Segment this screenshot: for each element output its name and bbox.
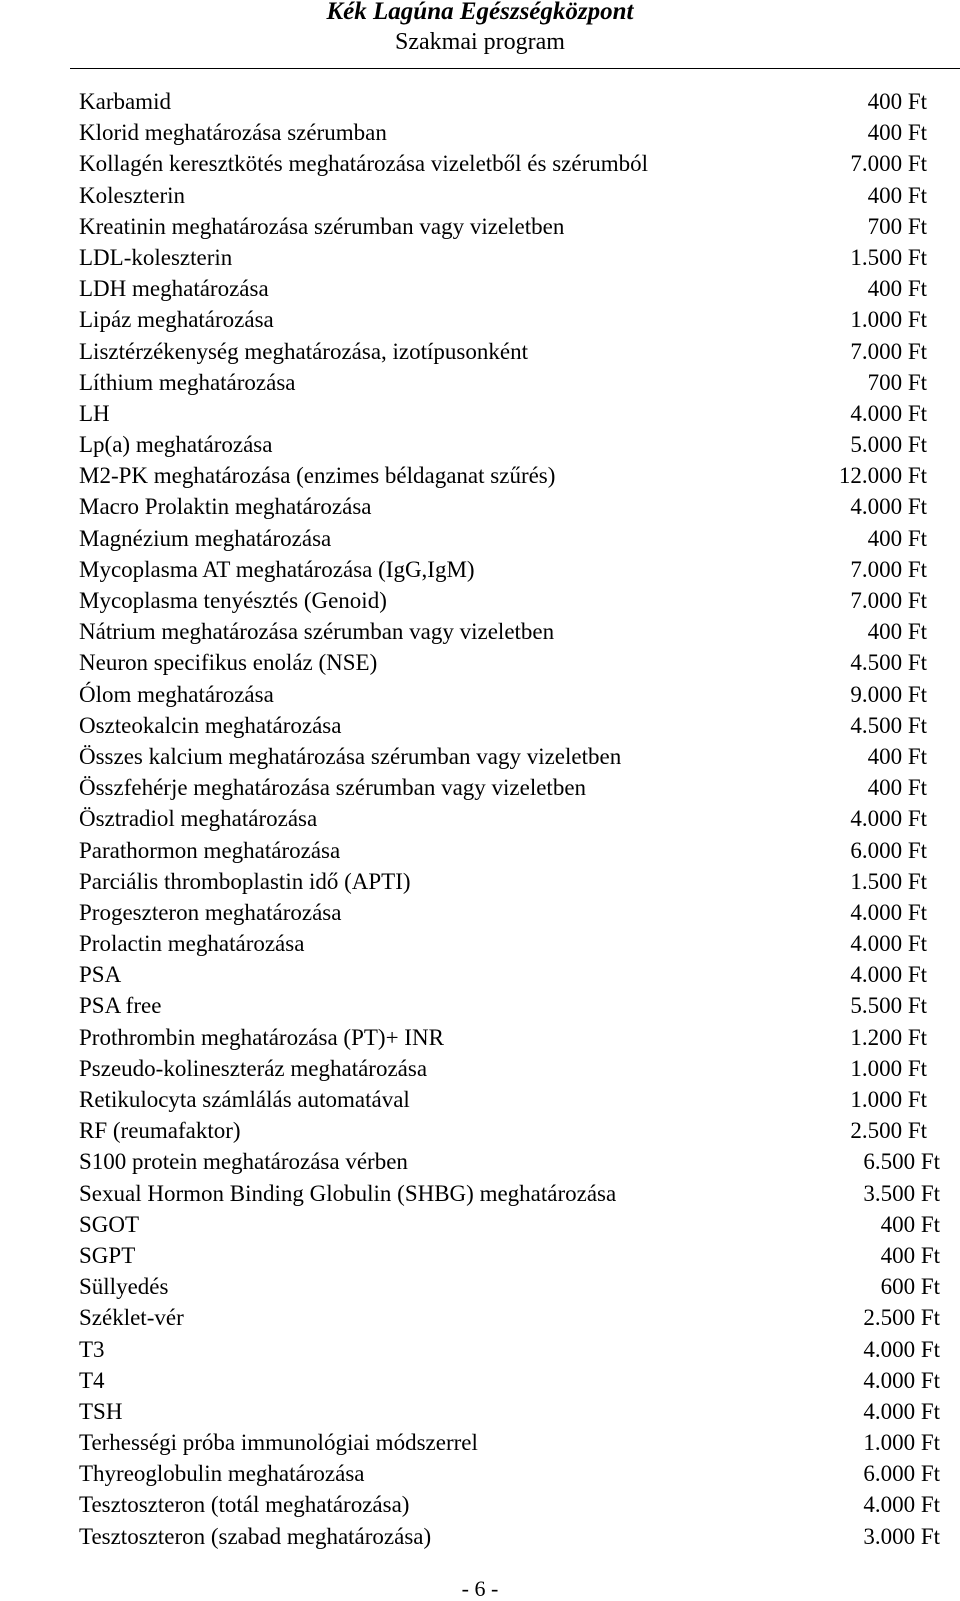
price-list-row <box>0 336 960 367</box>
price-list-row <box>0 803 960 834</box>
test-price: 1.200 Ft <box>850 1024 927 1050</box>
test-name: Mycoplasma AT meghatározása (IgG,IgM) <box>79 556 475 582</box>
price-list-row <box>0 1521 960 1552</box>
price-list-row <box>0 429 960 460</box>
price-list-row <box>0 835 960 866</box>
test-price: 5.500 Ft <box>850 993 927 1019</box>
price-list-row <box>0 1489 960 1520</box>
price-list-row <box>0 398 960 429</box>
test-price: 1.500 Ft <box>850 244 927 270</box>
price-list-row <box>0 367 960 398</box>
test-price: 7.000 Ft <box>850 556 927 582</box>
test-name: Széklet-vér <box>79 1305 184 1331</box>
price-list-row <box>0 679 960 710</box>
test-name: Nátrium meghatározása szérumban vagy vizeletben <box>79 619 555 645</box>
test-price: 6.500 Ft <box>863 1149 940 1175</box>
test-name: LDL-koleszterin <box>79 244 233 270</box>
price-list-row <box>0 772 960 803</box>
price-list-row <box>0 897 960 928</box>
price-list-row <box>0 1115 960 1146</box>
test-price: 400 Ft <box>867 276 927 302</box>
test-name: PSA free <box>79 993 162 1019</box>
test-price: 1.500 Ft <box>850 868 927 894</box>
test-name: T3 <box>79 1336 105 1362</box>
test-price: 6.000 Ft <box>863 1461 940 1487</box>
price-list-row <box>0 1240 960 1271</box>
test-name: Összfehérje meghatározása szérumban vagy vizeletben <box>79 775 587 801</box>
test-name: Oszteokalcin meghatározása <box>79 712 342 738</box>
test-name: RF (reumafaktor) <box>79 1118 241 1144</box>
test-name: SGOT <box>79 1211 140 1237</box>
test-price: 4.500 Ft <box>850 712 927 738</box>
price-list-row <box>0 710 960 741</box>
test-price: 7.000 Ft <box>850 151 927 177</box>
test-price: 400 Ft <box>867 743 927 769</box>
test-name: Koleszterin <box>79 182 186 208</box>
page-number: - 6 - <box>461 1576 499 1601</box>
test-price: 1.000 Ft <box>850 1087 927 1112</box>
test-name: Magnézium meghatározása <box>79 525 332 551</box>
test-price: 7.000 Ft <box>850 338 927 364</box>
price-list-row <box>0 304 960 335</box>
test-name: TSH <box>79 1398 123 1424</box>
test-name: PSA <box>79 962 122 988</box>
price-list-row <box>0 1209 960 1240</box>
test-name: Tesztoszteron (totál meghatározása) <box>79 1492 410 1518</box>
test-price: 4.000 Ft <box>850 962 927 988</box>
price-list-row <box>0 554 960 585</box>
test-name: Lp(a) meghatározása <box>79 432 273 458</box>
price-list-row <box>0 117 960 148</box>
price-list-row <box>0 741 960 772</box>
test-price: 2.500 Ft <box>850 1118 927 1144</box>
test-price: 4.000 Ft <box>850 400 927 426</box>
test-name: Terhességi próba immunológiai módszerrel <box>79 1430 478 1456</box>
test-name: Pszeudo-kolineszteráz meghatározása <box>79 1055 428 1081</box>
test-name: Süllyedés <box>79 1274 169 1300</box>
test-name: SGPT <box>79 1242 136 1268</box>
price-list-row <box>0 1022 960 1053</box>
test-name: M2-PK meghatározása (enzimes béldaganat szűrés) <box>79 463 556 489</box>
price-list-row <box>0 1146 960 1177</box>
test-price: 400 Ft <box>867 525 927 551</box>
price-list-row <box>0 647 960 678</box>
test-name: T4 <box>79 1367 105 1393</box>
price-list-row <box>0 1178 960 1209</box>
price-list-row <box>0 148 960 179</box>
test-name: Thyreoglobulin meghatározása <box>79 1461 365 1487</box>
price-list-row <box>0 1053 960 1084</box>
price-list-row <box>0 1271 960 1302</box>
price-list-row <box>0 1334 960 1365</box>
price-list-row <box>0 211 960 242</box>
test-name: Klorid meghatározása szérumban <box>79 120 387 146</box>
test-price: 1.000 Ft <box>850 307 927 333</box>
test-name: Macro Prolaktin meghatározása <box>79 494 372 520</box>
test-price: 4.000 Ft <box>863 1398 940 1424</box>
test-price: 4.000 Ft <box>850 806 927 832</box>
price-list-row <box>0 1427 960 1458</box>
test-name: Parathormon meghatározása <box>79 837 341 863</box>
price-list-row <box>0 585 960 616</box>
test-name: Lipáz meghatározása <box>79 307 274 333</box>
test-name: Tesztoszteron (szabad meghatározása) <box>79 1523 432 1549</box>
price-list-row <box>0 1365 960 1396</box>
test-price: 12.000 Ft <box>838 463 927 489</box>
price-list-row <box>0 990 960 1021</box>
test-price: 700 Ft <box>867 213 927 239</box>
test-price: 3.500 Ft <box>863 1180 940 1206</box>
test-name: Líthium meghatározása <box>79 369 296 395</box>
price-list-row <box>0 616 960 647</box>
test-name: Parciális thromboplastin idő (APTI) <box>79 868 411 894</box>
test-name: Progeszteron meghatározása <box>79 899 342 925</box>
test-price: 4.000 Ft <box>863 1492 940 1518</box>
test-name: LDH meghatározása <box>79 276 269 302</box>
test-price: 4.000 Ft <box>850 931 927 957</box>
price-list-row <box>0 1396 960 1427</box>
test-price: 4.000 Ft <box>850 899 927 925</box>
test-name: Retikulocyta számlálás automatával <box>79 1087 410 1112</box>
price-list-row <box>0 242 960 273</box>
test-price: 400 Ft <box>867 89 927 114</box>
test-price: 1.000 Ft <box>850 1055 927 1081</box>
price-list-row <box>0 1458 960 1489</box>
test-name: LH <box>79 400 110 426</box>
test-name: Ösztradiol meghatározása <box>79 806 318 832</box>
test-name: Karbamid <box>79 89 171 114</box>
test-price: 700 Ft <box>867 369 927 395</box>
test-price: 400 Ft <box>867 120 927 146</box>
test-price: 3.000 Ft <box>863 1523 940 1549</box>
test-price: 2.500 Ft <box>863 1305 940 1331</box>
header-divider <box>70 68 960 69</box>
price-list-row <box>0 1302 960 1333</box>
price-list-row <box>0 523 960 554</box>
price-list-row <box>0 180 960 211</box>
test-name: Prothrombin meghatározása (PT)+ INR <box>79 1024 444 1050</box>
test-name: S100 protein meghatározása vérben <box>79 1149 408 1175</box>
test-price: 4.000 Ft <box>863 1336 940 1362</box>
document-title: Kék Lagúna Egészségközpont <box>326 0 634 25</box>
test-price: 6.000 Ft <box>850 837 927 863</box>
test-price: 600 Ft <box>880 1274 940 1300</box>
test-name: Neuron specifikus enoláz (NSE) <box>79 650 378 676</box>
price-list-row <box>0 491 960 522</box>
price-list-row <box>0 959 960 990</box>
test-price: 4.000 Ft <box>863 1367 940 1393</box>
price-list-row <box>0 460 960 491</box>
document-subtitle: Szakmai program <box>395 29 565 55</box>
test-price: 1.000 Ft <box>863 1430 940 1456</box>
price-list-row <box>0 928 960 959</box>
test-price: 400 Ft <box>880 1211 940 1237</box>
test-name: Kreatinin meghatározása szérumban vagy vizeletben <box>79 213 565 239</box>
test-price: 9.000 Ft <box>850 681 927 707</box>
test-name: Kollagén keresztkötés meghatározása vizeletből és szérumból <box>79 151 649 177</box>
test-price: 4.500 Ft <box>850 650 927 676</box>
test-price: 5.000 Ft <box>850 432 927 458</box>
test-price: 400 Ft <box>867 182 927 208</box>
test-price: 4.000 Ft <box>850 494 927 520</box>
price-list-row <box>0 273 960 304</box>
test-name: Ólom meghatározása <box>79 681 274 707</box>
price-list-row <box>0 1084 960 1115</box>
test-price: 400 Ft <box>867 775 927 801</box>
test-name: Lisztérzékenység meghatározása, izotípusonként <box>79 338 528 364</box>
test-name: Mycoplasma tenyésztés (Genoid) <box>79 588 387 613</box>
test-name: Prolactin meghatározása <box>79 931 305 957</box>
test-name: Sexual Hormon Binding Globulin (SHBG) meghatározása <box>79 1180 617 1206</box>
price-list-row <box>0 86 960 117</box>
test-price: 400 Ft <box>867 619 927 645</box>
price-list <box>0 86 960 1552</box>
price-list-row <box>0 866 960 897</box>
test-name: Összes kalcium meghatározása szérumban vagy vizeletben <box>79 743 622 769</box>
test-price: 7.000 Ft <box>850 588 927 613</box>
test-price: 400 Ft <box>880 1242 940 1268</box>
